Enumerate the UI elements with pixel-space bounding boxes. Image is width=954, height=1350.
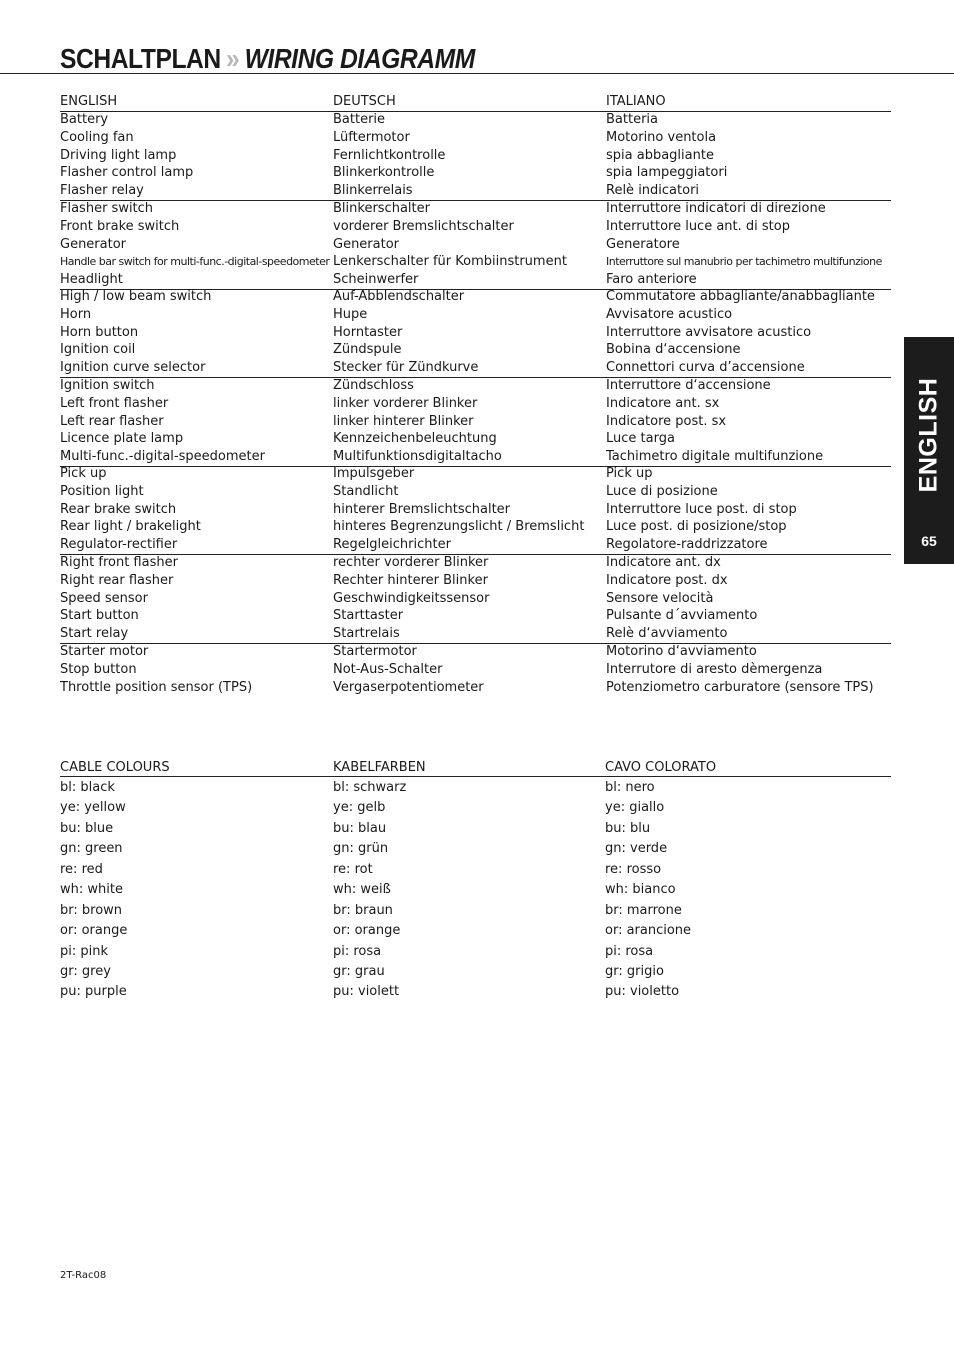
term-english: Multi-func.-digital-speedometer: [60, 449, 265, 464]
cable-colours-header-english: CABLE COLOURS: [60, 760, 170, 775]
term-deutsch: Not-Aus-Schalter: [333, 661, 443, 677]
term-deutsch: Startermotor: [333, 644, 417, 659]
term-deutsch: rechter vorderer Blinker: [333, 555, 489, 570]
term-english: Speed sensor: [60, 590, 148, 606]
glossary-row: [60, 501, 891, 519]
cable-colour-row: [60, 982, 891, 1002]
term-english: Right front flasher: [60, 555, 178, 570]
colour-english: bl: black: [60, 780, 115, 795]
cable-colour-row: [60, 819, 891, 839]
term-english: Pick up: [60, 466, 107, 481]
term-italiano: Regolatore-raddrizzatore: [606, 537, 768, 552]
glossary-row: [60, 643, 891, 661]
glossary-row: [60, 395, 891, 413]
glossary-row: [60, 554, 891, 572]
term-deutsch: Blinkerrelais: [333, 183, 413, 198]
glossary-row: [60, 572, 891, 590]
cable-colours-header: [60, 759, 891, 777]
term-deutsch: Impulsgeber: [333, 466, 415, 481]
term-deutsch: Auf-Abblendschalter: [333, 289, 465, 304]
cable-colour-row: [60, 798, 891, 818]
term-italiano: Connettori curva d’accensione: [606, 360, 805, 375]
colour-deutsch: or: orange: [333, 923, 401, 939]
header-rule: [0, 73, 954, 74]
term-italiano: Pick up: [606, 466, 653, 481]
term-italiano: Faro anteriore: [606, 272, 697, 287]
term-english: Regulator-rectifier: [60, 537, 178, 552]
glossary-row: [60, 200, 891, 218]
term-italiano: Interruttore avvisatore acustico: [606, 324, 812, 340]
glossary-row: [60, 679, 891, 697]
term-italiano: Sensore velocità: [606, 590, 714, 606]
term-english: Horn button: [60, 324, 139, 340]
cable-colour-row: [60, 942, 891, 962]
term-deutsch: Standlicht: [333, 483, 399, 499]
term-italiano: Generatore: [606, 236, 680, 252]
colour-deutsch: br: braun: [333, 902, 393, 918]
term-english: Battery: [60, 112, 109, 127]
glossary-row: [60, 271, 891, 289]
glossary-group: [60, 111, 891, 201]
colour-italiano: br: marrone: [605, 902, 682, 918]
glossary-row: [60, 625, 891, 643]
colour-deutsch: wh: weiß: [333, 882, 391, 898]
term-english: Starter motor: [60, 644, 149, 659]
glossary-group: [60, 200, 891, 290]
term-italiano: Interruttore luce ant. di stop: [606, 218, 790, 234]
glossary-row: [60, 413, 891, 431]
term-deutsch: vorderer Bremslichtschalter: [333, 218, 514, 234]
colour-deutsch: bl: schwarz: [333, 780, 407, 795]
term-italiano: Interruttore d‘accensione: [606, 378, 771, 393]
glossary-group: [60, 377, 891, 467]
colour-italiano: pi: rosa: [605, 943, 654, 959]
glossary-row: [60, 236, 891, 254]
colour-italiano: ye: giallo: [605, 800, 665, 816]
colour-deutsch: bu: blau: [333, 820, 387, 836]
term-deutsch: Kennzeichenbeleuchtung: [333, 431, 497, 447]
glossary-row: [60, 661, 891, 679]
term-italiano: Luce di posizione: [606, 483, 718, 499]
colour-deutsch: gn: grün: [333, 841, 389, 857]
term-english: Flasher relay: [60, 183, 144, 198]
page-number: 65: [921, 533, 937, 549]
glossary-row: [60, 607, 891, 625]
term-english: Flasher control lamp: [60, 165, 194, 181]
colour-italiano: gr: grigio: [605, 963, 664, 979]
term-deutsch: Horntaster: [333, 324, 403, 340]
term-italiano: Indicatore ant. dx: [606, 555, 721, 570]
term-italiano: Indicatore post. sx: [606, 413, 727, 429]
title-separator: »: [226, 43, 240, 74]
term-english: Licence plate lamp: [60, 431, 184, 447]
term-deutsch: Fernlichtkontrolle: [333, 147, 446, 163]
colour-english: re: red: [60, 861, 103, 877]
colour-english: bu: blue: [60, 820, 114, 836]
term-deutsch: Zündschloss: [333, 378, 414, 393]
term-deutsch: Multifunktionsdigitaltacho: [333, 449, 502, 464]
glossary-group: [60, 554, 891, 644]
glossary-row: [60, 359, 891, 377]
term-deutsch: linker hinterer Blinker: [333, 413, 474, 429]
column-header-english: ENGLISH: [60, 94, 118, 109]
cable-colour-row: [60, 839, 891, 859]
term-english: Cooling fan: [60, 129, 134, 145]
term-english: Ignition coil: [60, 342, 136, 358]
colour-italiano: bl: nero: [605, 780, 655, 795]
column-header-deutsch: DEUTSCH: [333, 94, 396, 109]
term-deutsch: Generator: [333, 236, 400, 252]
title-wiring-diagramm: WIRING DIAGRAMM: [244, 43, 475, 74]
term-deutsch: Geschwindigkeitssensor: [333, 590, 490, 606]
glossary-row: [60, 111, 891, 129]
glossary-header: [60, 93, 891, 112]
term-italiano: Indicatore post. dx: [606, 572, 728, 588]
colour-deutsch: pi: rosa: [333, 943, 382, 959]
term-deutsch: Lenkerschalter für Kombiinstrument: [333, 254, 567, 270]
glossary-row: [60, 465, 891, 483]
term-english: Handle bar switch for multi-func.-digital-speedometer: [60, 255, 330, 269]
language-tab-label: ENGLISH: [914, 377, 943, 493]
glossary-row: [60, 430, 891, 448]
term-deutsch: Scheinwerfer: [333, 272, 419, 287]
glossary-row: [60, 590, 891, 608]
glossary-row: [60, 164, 891, 182]
term-italiano: Luce post. di posizione/stop: [606, 519, 787, 535]
colour-deutsch: gr: grau: [333, 963, 385, 979]
term-deutsch: Zündspule: [333, 342, 402, 358]
glossary-row: [60, 377, 891, 395]
term-italiano: Indicatore ant. sx: [606, 395, 720, 411]
term-english: Flasher switch: [60, 201, 154, 216]
term-english: Ignition curve selector: [60, 360, 206, 375]
term-italiano: Batteria: [606, 112, 658, 127]
colour-english: pu: purple: [60, 984, 127, 1000]
term-italiano: Relè indicatori: [606, 183, 700, 198]
colour-italiano: wh: bianco: [605, 882, 676, 898]
glossary-row: [60, 324, 891, 342]
colour-english: or: orange: [60, 923, 128, 939]
term-deutsch: Blinkerschalter: [333, 201, 430, 216]
glossary-row: [60, 218, 891, 236]
glossary-row: [60, 129, 891, 147]
page-title: [60, 42, 475, 76]
term-deutsch: Hupe: [333, 306, 368, 322]
term-english: Ignition switch: [60, 378, 155, 393]
cable-colour-row: [60, 880, 891, 900]
term-italiano: Commutatore abbagliante/anabbagliante: [606, 289, 875, 304]
term-english: Headlight: [60, 272, 123, 287]
term-italiano: Luce targa: [606, 431, 675, 447]
cable-colours-list: [60, 778, 891, 1003]
title-schaltplan: SCHALTPLAN: [60, 43, 221, 74]
term-english: Position light: [60, 483, 144, 499]
glossary-group: [60, 288, 891, 378]
term-english: Right rear flasher: [60, 572, 174, 588]
term-italiano: Interrutore di aresto dèmergenza: [606, 661, 823, 677]
glossary-group: [60, 643, 891, 696]
colour-italiano: bu: blu: [605, 820, 651, 836]
term-english: Rear light / brakelight: [60, 519, 201, 535]
term-english: High / low beam switch: [60, 289, 212, 304]
column-header-italiano: ITALIANO: [606, 94, 666, 109]
term-italiano: Motorino ventola: [606, 129, 717, 145]
cable-colours-header-deutsch: KABELFARBEN: [333, 760, 426, 775]
term-english: Start button: [60, 608, 139, 624]
term-deutsch: Stecker für Zündkurve: [333, 360, 479, 375]
term-deutsch: Starttaster: [333, 608, 404, 624]
term-deutsch: Lüftermotor: [333, 129, 410, 145]
document-code: 2T-Rac08: [60, 1270, 107, 1281]
colour-italiano: pu: violetto: [605, 984, 680, 1000]
glossary-row: [60, 536, 891, 554]
term-italiano: Potenziometro carburatore (sensore TPS): [606, 679, 874, 695]
colour-italiano: gn: verde: [605, 841, 668, 857]
term-deutsch: linker vorderer Blinker: [333, 395, 478, 411]
colour-english: gn: green: [60, 841, 123, 857]
term-deutsch: Vergaserpotentiometer: [333, 679, 484, 695]
term-english: Left rear flasher: [60, 413, 164, 429]
term-english: Rear brake switch: [60, 501, 177, 517]
term-italiano: Bobina d‘accensione: [606, 342, 741, 358]
term-english: Front brake switch: [60, 218, 180, 234]
term-deutsch: hinteres Begrenzungslicht / Bremslicht: [333, 519, 585, 535]
colour-english: gr: grey: [60, 963, 111, 979]
glossary-row: [60, 147, 891, 165]
colour-deutsch: re: rot: [333, 861, 373, 877]
term-italiano: Motorino d‘avviamento: [606, 644, 757, 659]
glossary-row: [60, 483, 891, 501]
term-english: Horn: [60, 306, 92, 322]
colour-english: wh: white: [60, 882, 123, 898]
term-italiano: Interruttore indicatori di direzione: [606, 201, 826, 216]
language-tab: [904, 337, 954, 564]
glossary-row: [60, 448, 891, 466]
cable-colour-row: [60, 901, 891, 921]
colour-english: br: brown: [60, 902, 123, 918]
glossary-row: [60, 306, 891, 324]
term-italiano: spia abbagliante: [606, 147, 714, 163]
term-english: Start relay: [60, 626, 129, 641]
term-deutsch: Regelgleichrichter: [333, 537, 451, 552]
term-italiano: Avvisatore acustico: [606, 306, 733, 322]
term-italiano: Relè d‘avviamento: [606, 626, 728, 641]
cable-colour-row: [60, 860, 891, 880]
glossary-row: [60, 182, 891, 200]
cable-colours-header-italiano: CAVO COLORATO: [605, 760, 717, 775]
term-italiano: Interruttore sul manubrio per tachimetro multifunzione: [606, 255, 882, 269]
colour-italiano: or: arancione: [605, 923, 692, 939]
term-italiano: Interruttore luce post. di stop: [606, 501, 797, 517]
colour-english: ye: yellow: [60, 800, 126, 816]
cable-colour-row: [60, 962, 891, 982]
term-english: Generator: [60, 236, 127, 252]
term-deutsch: Rechter hinterer Blinker: [333, 572, 488, 588]
term-italiano: Tachimetro digitale multifunzione: [606, 449, 824, 464]
term-deutsch: Startrelais: [333, 626, 400, 641]
colour-italiano: re: rosso: [605, 861, 662, 877]
colour-english: pi: pink: [60, 943, 109, 959]
term-deutsch: Blinkerkontrolle: [333, 165, 435, 181]
term-english: Stop button: [60, 661, 137, 677]
colour-deutsch: pu: violett: [333, 984, 400, 1000]
glossary-row: [60, 288, 891, 306]
term-italiano: spia lampeggiatori: [606, 165, 728, 181]
colour-deutsch: ye: gelb: [333, 800, 386, 816]
term-english: Throttle position sensor (TPS): [60, 679, 253, 695]
term-deutsch: hinterer Bremslichtschalter: [333, 501, 511, 517]
glossary-row: [60, 253, 891, 271]
cable-colour-row: [60, 921, 891, 941]
glossary-row: [60, 341, 891, 359]
term-deutsch: Batterie: [333, 112, 386, 127]
term-english: Driving light lamp: [60, 147, 177, 163]
term-italiano: Pulsante d´avviamento: [606, 608, 758, 624]
glossary-group: [60, 465, 891, 555]
cable-colour-row: [60, 778, 891, 798]
glossary-row: [60, 518, 891, 536]
term-english: Left front flasher: [60, 395, 169, 411]
